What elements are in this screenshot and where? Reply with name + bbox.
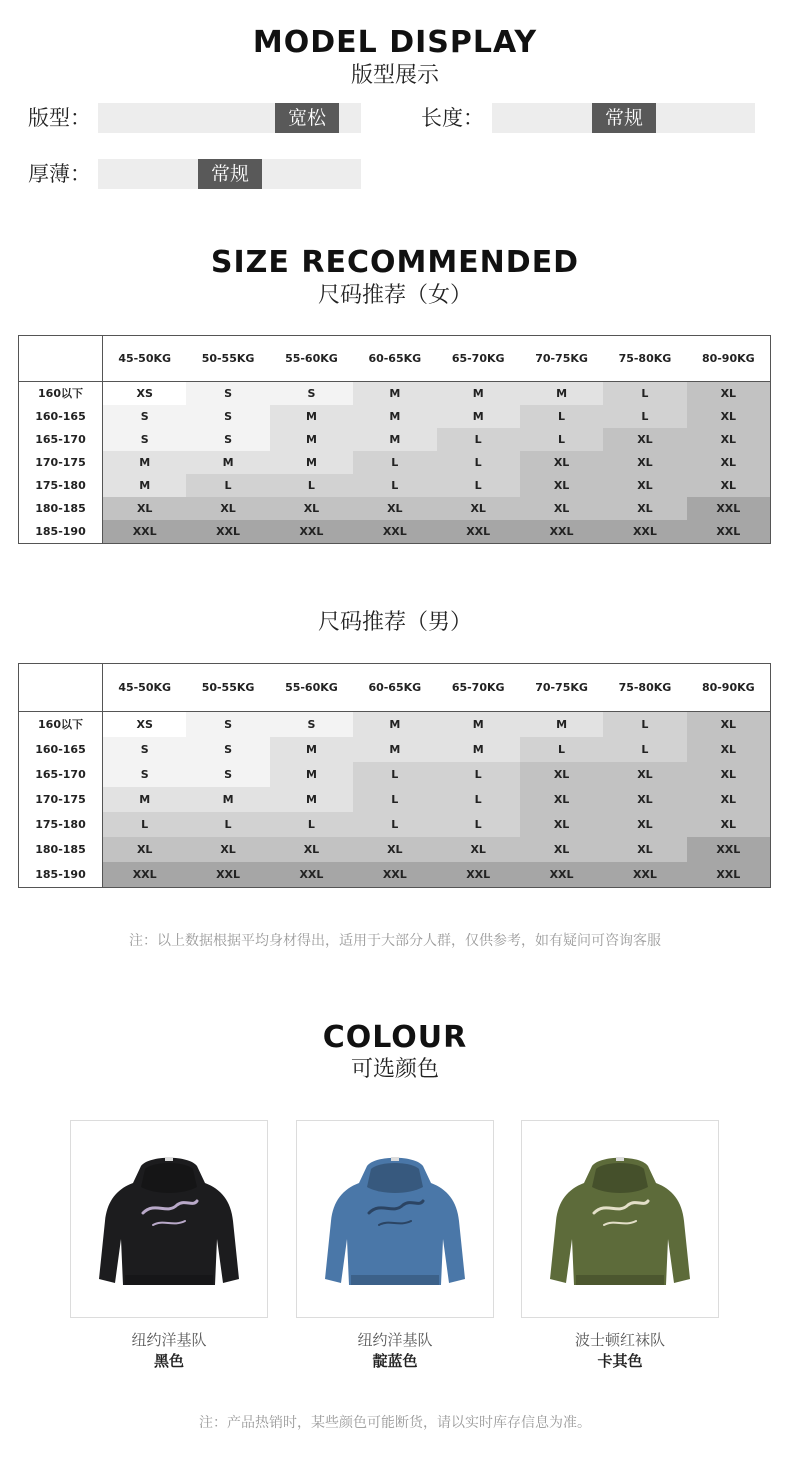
size-men-title: 尺码推荐（男） <box>317 610 472 635</box>
size-cell: L <box>520 428 603 451</box>
size-cell: L <box>437 474 520 497</box>
size-cell: XL <box>687 474 770 497</box>
fit-value-cut: 宽松 <box>275 103 339 133</box>
table-row <box>19 837 770 862</box>
size-cell: L <box>603 405 686 428</box>
size-cell: XXL <box>103 862 186 887</box>
size-cell: M <box>270 405 353 428</box>
size-cell: L <box>437 428 520 451</box>
size-cell: M <box>186 451 269 474</box>
fit-label-thickness: 厚薄： <box>28 162 91 186</box>
fit-label-length: 长度： <box>421 106 484 130</box>
size-cell: XS <box>103 712 186 737</box>
height-label: 165-170 <box>19 762 103 787</box>
size-cell: XL <box>603 837 686 862</box>
weight-header: 50-55KG <box>186 664 269 712</box>
hoodie-tag <box>165 1157 173 1161</box>
size-cell: S <box>103 405 186 428</box>
weight-header: 65-70KG <box>437 336 520 382</box>
table-row <box>19 862 770 887</box>
size-cell: XXL <box>603 862 686 887</box>
size-cell: XL <box>603 787 686 812</box>
weight-header: 70-75KG <box>520 664 603 712</box>
size-cell: M <box>437 405 520 428</box>
size-cell: M <box>270 787 353 812</box>
size-cell: L <box>270 474 353 497</box>
size-cell: XXL <box>270 520 353 543</box>
size-cell: XL <box>687 451 770 474</box>
size-cell: XXL <box>437 862 520 887</box>
table-row <box>19 812 770 837</box>
size-cell: S <box>270 382 353 405</box>
size-cell: S <box>186 428 269 451</box>
fit-bar-cut <box>98 103 361 133</box>
size-cell: S <box>103 428 186 451</box>
size-cell: S <box>186 405 269 428</box>
size-cell: XL <box>520 762 603 787</box>
height-label: 160-165 <box>19 737 103 762</box>
height-label: 175-180 <box>19 474 103 497</box>
size-cell: M <box>270 737 353 762</box>
height-label: 180-185 <box>19 497 103 520</box>
hoodie-hood-shadow <box>141 1163 197 1193</box>
colour-team-indigo: 纽约洋基队 <box>357 1331 433 1349</box>
table-corner <box>19 664 103 712</box>
size-cell: XL <box>270 497 353 520</box>
size-cell: XXL <box>353 862 436 887</box>
hoodie-hem <box>125 1275 213 1285</box>
size-cell: M <box>103 787 186 812</box>
hoodie-khaki-icon <box>522 1121 718 1317</box>
size-cell: XXL <box>437 520 520 543</box>
size-cell: L <box>603 712 686 737</box>
weight-header: 60-65KG <box>353 664 436 712</box>
size-cell: M <box>103 451 186 474</box>
size-cell: XL <box>687 787 770 812</box>
size-cell: L <box>437 762 520 787</box>
size-cell: XS <box>103 382 186 405</box>
size-cell: XL <box>520 812 603 837</box>
size-cell: XL <box>687 812 770 837</box>
size-cell: XL <box>603 762 686 787</box>
size-cell: L <box>520 737 603 762</box>
size-cell: L <box>520 405 603 428</box>
size-cell: XL <box>603 497 686 520</box>
size-cell: L <box>186 812 269 837</box>
height-label: 170-175 <box>19 451 103 474</box>
hoodie-hem <box>351 1275 439 1285</box>
size-table-women <box>18 335 771 544</box>
weight-header: 50-55KG <box>186 336 269 382</box>
size-cell: XL <box>353 837 436 862</box>
size-cell: XL <box>520 787 603 812</box>
size-cell: XXL <box>270 862 353 887</box>
size-cell: XL <box>603 812 686 837</box>
size-cell: XL <box>603 474 686 497</box>
size-cell: L <box>603 737 686 762</box>
weight-header: 45-50KG <box>103 336 186 382</box>
table-row <box>19 712 770 737</box>
table-row <box>19 497 770 520</box>
size-cell: XL <box>687 762 770 787</box>
size-cell: XL <box>186 497 269 520</box>
colour-card-khaki[interactable] <box>521 1120 719 1318</box>
size-cell: L <box>186 474 269 497</box>
size-cell: L <box>353 787 436 812</box>
size-title: SIZE RECOMMENDED <box>210 245 580 280</box>
size-cell: XL <box>520 474 603 497</box>
size-cell: XXL <box>520 862 603 887</box>
size-cell: M <box>103 474 186 497</box>
fit-value-length: 常规 <box>592 103 656 133</box>
model-display-subtitle: 版型展示 <box>350 63 439 88</box>
size-cell: M <box>520 382 603 405</box>
size-cell: XXL <box>687 520 770 543</box>
size-cell: XL <box>687 428 770 451</box>
size-cell: XL <box>687 382 770 405</box>
hoodie-hem <box>576 1275 664 1285</box>
size-cell: M <box>270 428 353 451</box>
size-cell: XXL <box>103 520 186 543</box>
weight-header: 80-90KG <box>687 336 770 382</box>
weight-header: 75-80KG <box>603 664 686 712</box>
height-label: 175-180 <box>19 812 103 837</box>
size-cell: XXL <box>687 497 770 520</box>
size-cell: XL <box>270 837 353 862</box>
colour-label-indigo: 靛蓝色 <box>372 1352 418 1370</box>
colour-label-khaki: 卡其色 <box>597 1352 643 1370</box>
fit-value-thickness: 常规 <box>198 159 262 189</box>
size-cell: XL <box>520 451 603 474</box>
size-cell: S <box>186 737 269 762</box>
size-cell: XXL <box>353 520 436 543</box>
size-cell: S <box>270 712 353 737</box>
size-cell: M <box>437 712 520 737</box>
size-cell: L <box>353 762 436 787</box>
model-display-title: MODEL DISPLAY <box>252 25 538 60</box>
fit-label-cut: 版型： <box>28 106 91 130</box>
table-row <box>19 451 770 474</box>
hoodie-tag <box>616 1157 624 1161</box>
size-cell: XXL <box>186 862 269 887</box>
size-cell: XXL <box>687 862 770 887</box>
weight-header: 75-80KG <box>603 336 686 382</box>
weight-header: 60-65KG <box>353 336 436 382</box>
size-cell: M <box>353 405 436 428</box>
size-cell: M <box>437 382 520 405</box>
size-cell: M <box>353 428 436 451</box>
size-cell: XL <box>103 837 186 862</box>
hoodie-hood-shadow <box>592 1163 648 1193</box>
size-cell: L <box>437 812 520 837</box>
size-cell: XXL <box>687 837 770 862</box>
weight-header: 70-75KG <box>520 336 603 382</box>
size-cell: XL <box>603 428 686 451</box>
weight-header: 45-50KG <box>103 664 186 712</box>
size-cell: XXL <box>603 520 686 543</box>
size-cell: XL <box>687 405 770 428</box>
colour-label-black: 黑色 <box>153 1352 184 1370</box>
table-row <box>19 762 770 787</box>
table-corner <box>19 336 103 382</box>
size-cell: S <box>103 762 186 787</box>
weight-header: 55-60KG <box>270 336 353 382</box>
size-cell: XL <box>687 712 770 737</box>
table-row <box>19 382 770 405</box>
size-cell: XL <box>186 837 269 862</box>
height-label: 165-170 <box>19 428 103 451</box>
table-row <box>19 428 770 451</box>
table-header-row <box>19 336 770 382</box>
colour-title: COLOUR <box>322 1020 468 1055</box>
size-note: 注：以上数据根据平均身材得出，适用于大部分人群，仅供参考，如有疑问可咨询客服 <box>129 933 661 949</box>
hoodie-tag <box>391 1157 399 1161</box>
size-cell: M <box>353 382 436 405</box>
weight-header: 55-60KG <box>270 664 353 712</box>
size-cell: L <box>437 787 520 812</box>
size-women-title: 尺码推荐（女） <box>317 283 472 308</box>
height-label: 160-165 <box>19 405 103 428</box>
size-cell: L <box>270 812 353 837</box>
size-cell: XL <box>520 837 603 862</box>
table-row <box>19 787 770 812</box>
size-cell: L <box>103 812 186 837</box>
table-row <box>19 474 770 497</box>
size-cell: XL <box>687 737 770 762</box>
table-row <box>19 405 770 428</box>
size-cell: L <box>603 382 686 405</box>
colour-team-black: 纽约洋基队 <box>131 1331 207 1349</box>
size-cell: M <box>186 787 269 812</box>
size-cell: XL <box>353 497 436 520</box>
colour-note: 注：产品热销时，某些颜色可能断货，请以实时库存信息为准。 <box>199 1415 591 1431</box>
size-cell: S <box>186 762 269 787</box>
fit-bar-length <box>492 103 755 133</box>
colour-card-indigo[interactable] <box>296 1120 494 1318</box>
hoodie-indigo-icon <box>297 1121 493 1317</box>
size-cell: L <box>353 451 436 474</box>
size-cell: XL <box>520 497 603 520</box>
table-row <box>19 520 770 543</box>
height-label: 185-190 <box>19 862 103 887</box>
colour-subtitle: 可选颜色 <box>350 1057 439 1082</box>
size-cell: XL <box>437 497 520 520</box>
size-cell: L <box>353 474 436 497</box>
weight-header: 80-90KG <box>687 664 770 712</box>
height-label: 160以下 <box>19 712 103 737</box>
height-label: 180-185 <box>19 837 103 862</box>
height-label: 185-190 <box>19 520 103 543</box>
height-label: 160以下 <box>19 382 103 405</box>
size-cell: M <box>270 451 353 474</box>
table-header-row <box>19 664 770 712</box>
height-label: 170-175 <box>19 787 103 812</box>
hoodie-black-icon <box>71 1121 267 1317</box>
size-cell: S <box>103 737 186 762</box>
size-cell: M <box>353 737 436 762</box>
colour-card-black[interactable] <box>70 1120 268 1318</box>
table-row <box>19 737 770 762</box>
size-cell: L <box>353 812 436 837</box>
colour-team-khaki: 波士顿红袜队 <box>574 1331 665 1349</box>
size-cell: XXL <box>186 520 269 543</box>
size-cell: XL <box>603 451 686 474</box>
size-cell: XL <box>437 837 520 862</box>
size-cell: M <box>520 712 603 737</box>
size-cell: S <box>186 382 269 405</box>
size-cell: XL <box>103 497 186 520</box>
size-cell: M <box>437 737 520 762</box>
size-cell: M <box>270 762 353 787</box>
size-cell: XXL <box>520 520 603 543</box>
size-cell: L <box>437 451 520 474</box>
weight-header: 65-70KG <box>437 664 520 712</box>
size-cell: M <box>353 712 436 737</box>
fit-bar-thickness <box>98 159 361 189</box>
size-table-men <box>18 663 771 888</box>
size-cell: S <box>186 712 269 737</box>
hoodie-hood-shadow <box>367 1163 423 1193</box>
